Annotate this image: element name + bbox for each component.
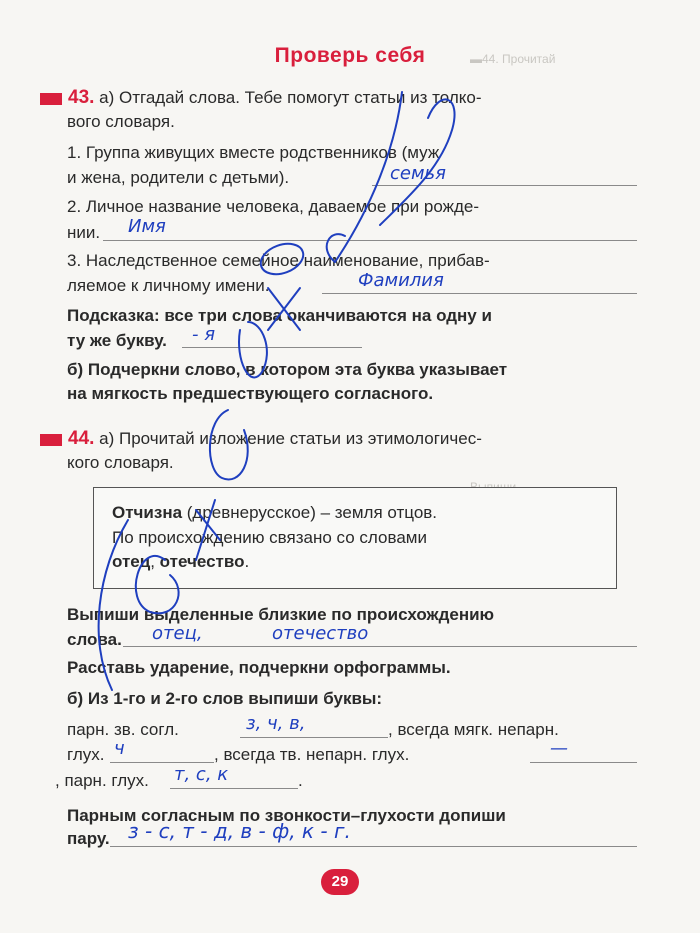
- etymology-related-word-2: отечество: [159, 552, 245, 571]
- ex44-write-answer-line: [123, 645, 637, 647]
- ex43-q3-answer: Фамилия: [358, 270, 444, 291]
- ex43-q3-text-2: ляемое к личному имени.: [67, 276, 270, 295]
- ex44-number: 44.: [68, 428, 95, 449]
- ex43-hint-2: ту же букву.: [67, 331, 167, 350]
- consonant-answer-2: ч: [114, 738, 125, 759]
- consonant-line-2a: глух.: [67, 745, 105, 764]
- ex44-pair-answer: з - с, т - д, в - ф, к - г.: [128, 819, 351, 843]
- ex44-intro-text: а) Прочитай изложение статьи из этимологичес-: [99, 429, 482, 448]
- ex43-q1-text-2: и жена, родители с детьми).: [67, 168, 290, 187]
- ex43-q2-answer: Имя: [128, 216, 166, 237]
- ex43-intro-line-2: вого словаря.: [67, 112, 175, 131]
- consonant-line-3b: .: [298, 771, 303, 790]
- ex44-write-task-2: слова.: [67, 630, 122, 649]
- consonant-line-2b: , всегда тв. непарн. глух.: [214, 745, 410, 764]
- ex43-q1-answer: семья: [390, 163, 446, 184]
- ex44-intro-line: [40, 428, 482, 450]
- etymology-line-2: По происхождению связано со словами: [112, 528, 427, 547]
- page-number: 29: [321, 869, 359, 895]
- bleed-through-text: ▬44. Прочитай: [470, 52, 556, 66]
- consonant-line-1b: , всегда мягк. непарн.: [388, 720, 559, 739]
- etymology-separator: ,: [150, 552, 160, 571]
- ex44-task-b: б) Из 1-го и 2-го слов выпиши буквы:: [67, 689, 383, 708]
- consonant-answer-line-3: [530, 761, 637, 763]
- ex43-q2-text-2: нии.: [67, 223, 101, 242]
- ex43-number: 43.: [68, 87, 95, 108]
- consonant-answer-3: —: [550, 738, 568, 759]
- ex44-intro-line-2: кого словаря.: [67, 453, 174, 472]
- consonant-answer-line-1: [240, 736, 388, 738]
- ex44-stress-task: Расставь ударение, подчеркни орфограммы.: [67, 658, 451, 677]
- ex44-write-task: Выпиши выделенные близкие по происхождению: [67, 605, 495, 624]
- ex44-pair-task: Парным согласным по звонкости–глухости допиши: [67, 806, 506, 825]
- etymology-related-word-1: отец: [112, 552, 151, 571]
- ex43-task-b: б) Подчеркни слово, в котором эта буква указывает: [67, 360, 508, 379]
- ex43-q2-text: 2. Личное название человека, даваемое при рожде-: [67, 197, 480, 216]
- consonant-answer-line-2: [110, 761, 214, 763]
- ex43-hint: Подсказка: все три слова оканчиваются на одну и: [67, 306, 492, 325]
- ex44-pair-task-2: пару.: [67, 829, 110, 848]
- ex43-q1-text: 1. Группа живущих вместе родственников (муж: [67, 143, 440, 162]
- consonant-line-1a: парн. зв. согл.: [67, 720, 179, 739]
- ex44-write-answer-1: отец,: [152, 623, 203, 644]
- ex43-task-b-2: на мягкость предшествующего согласного.: [67, 384, 434, 403]
- exercise-marker-icon: [40, 93, 62, 105]
- ex43-intro-text: а) Отгадай слова. Тебе помогут статьи из толко-: [99, 88, 482, 107]
- consonant-answer-line-4: [170, 787, 298, 789]
- etymology-definition: (древнерусское) – земля отцов.: [182, 503, 438, 522]
- etymology-line-1: [112, 502, 437, 524]
- ex43-q3-text: 3. Наследственное семейное наименование, прибав-: [67, 251, 490, 270]
- consonant-answer-1: з, ч, в,: [246, 713, 306, 734]
- consonant-answer-4: т, с, к: [174, 764, 229, 785]
- ex44-write-answer-2: отечество: [272, 623, 369, 644]
- ex43-hint-answer: - я: [192, 324, 216, 345]
- consonant-line-3a: , парн. глух.: [55, 771, 149, 790]
- ex43-q2-answer-line: [103, 239, 637, 241]
- ex43-hint-answer-line: [182, 346, 362, 348]
- etymology-period: .: [244, 552, 250, 571]
- etymology-line-3: [112, 551, 249, 573]
- page-title: Проверь себя: [274, 44, 426, 67]
- ex43-q3-answer-line: [322, 292, 637, 294]
- exercise-marker-icon: [40, 434, 62, 446]
- etymology-headword: Отчизна: [112, 503, 183, 522]
- ex44-pair-answer-line: [110, 845, 637, 847]
- ex43-intro-line: [40, 87, 482, 109]
